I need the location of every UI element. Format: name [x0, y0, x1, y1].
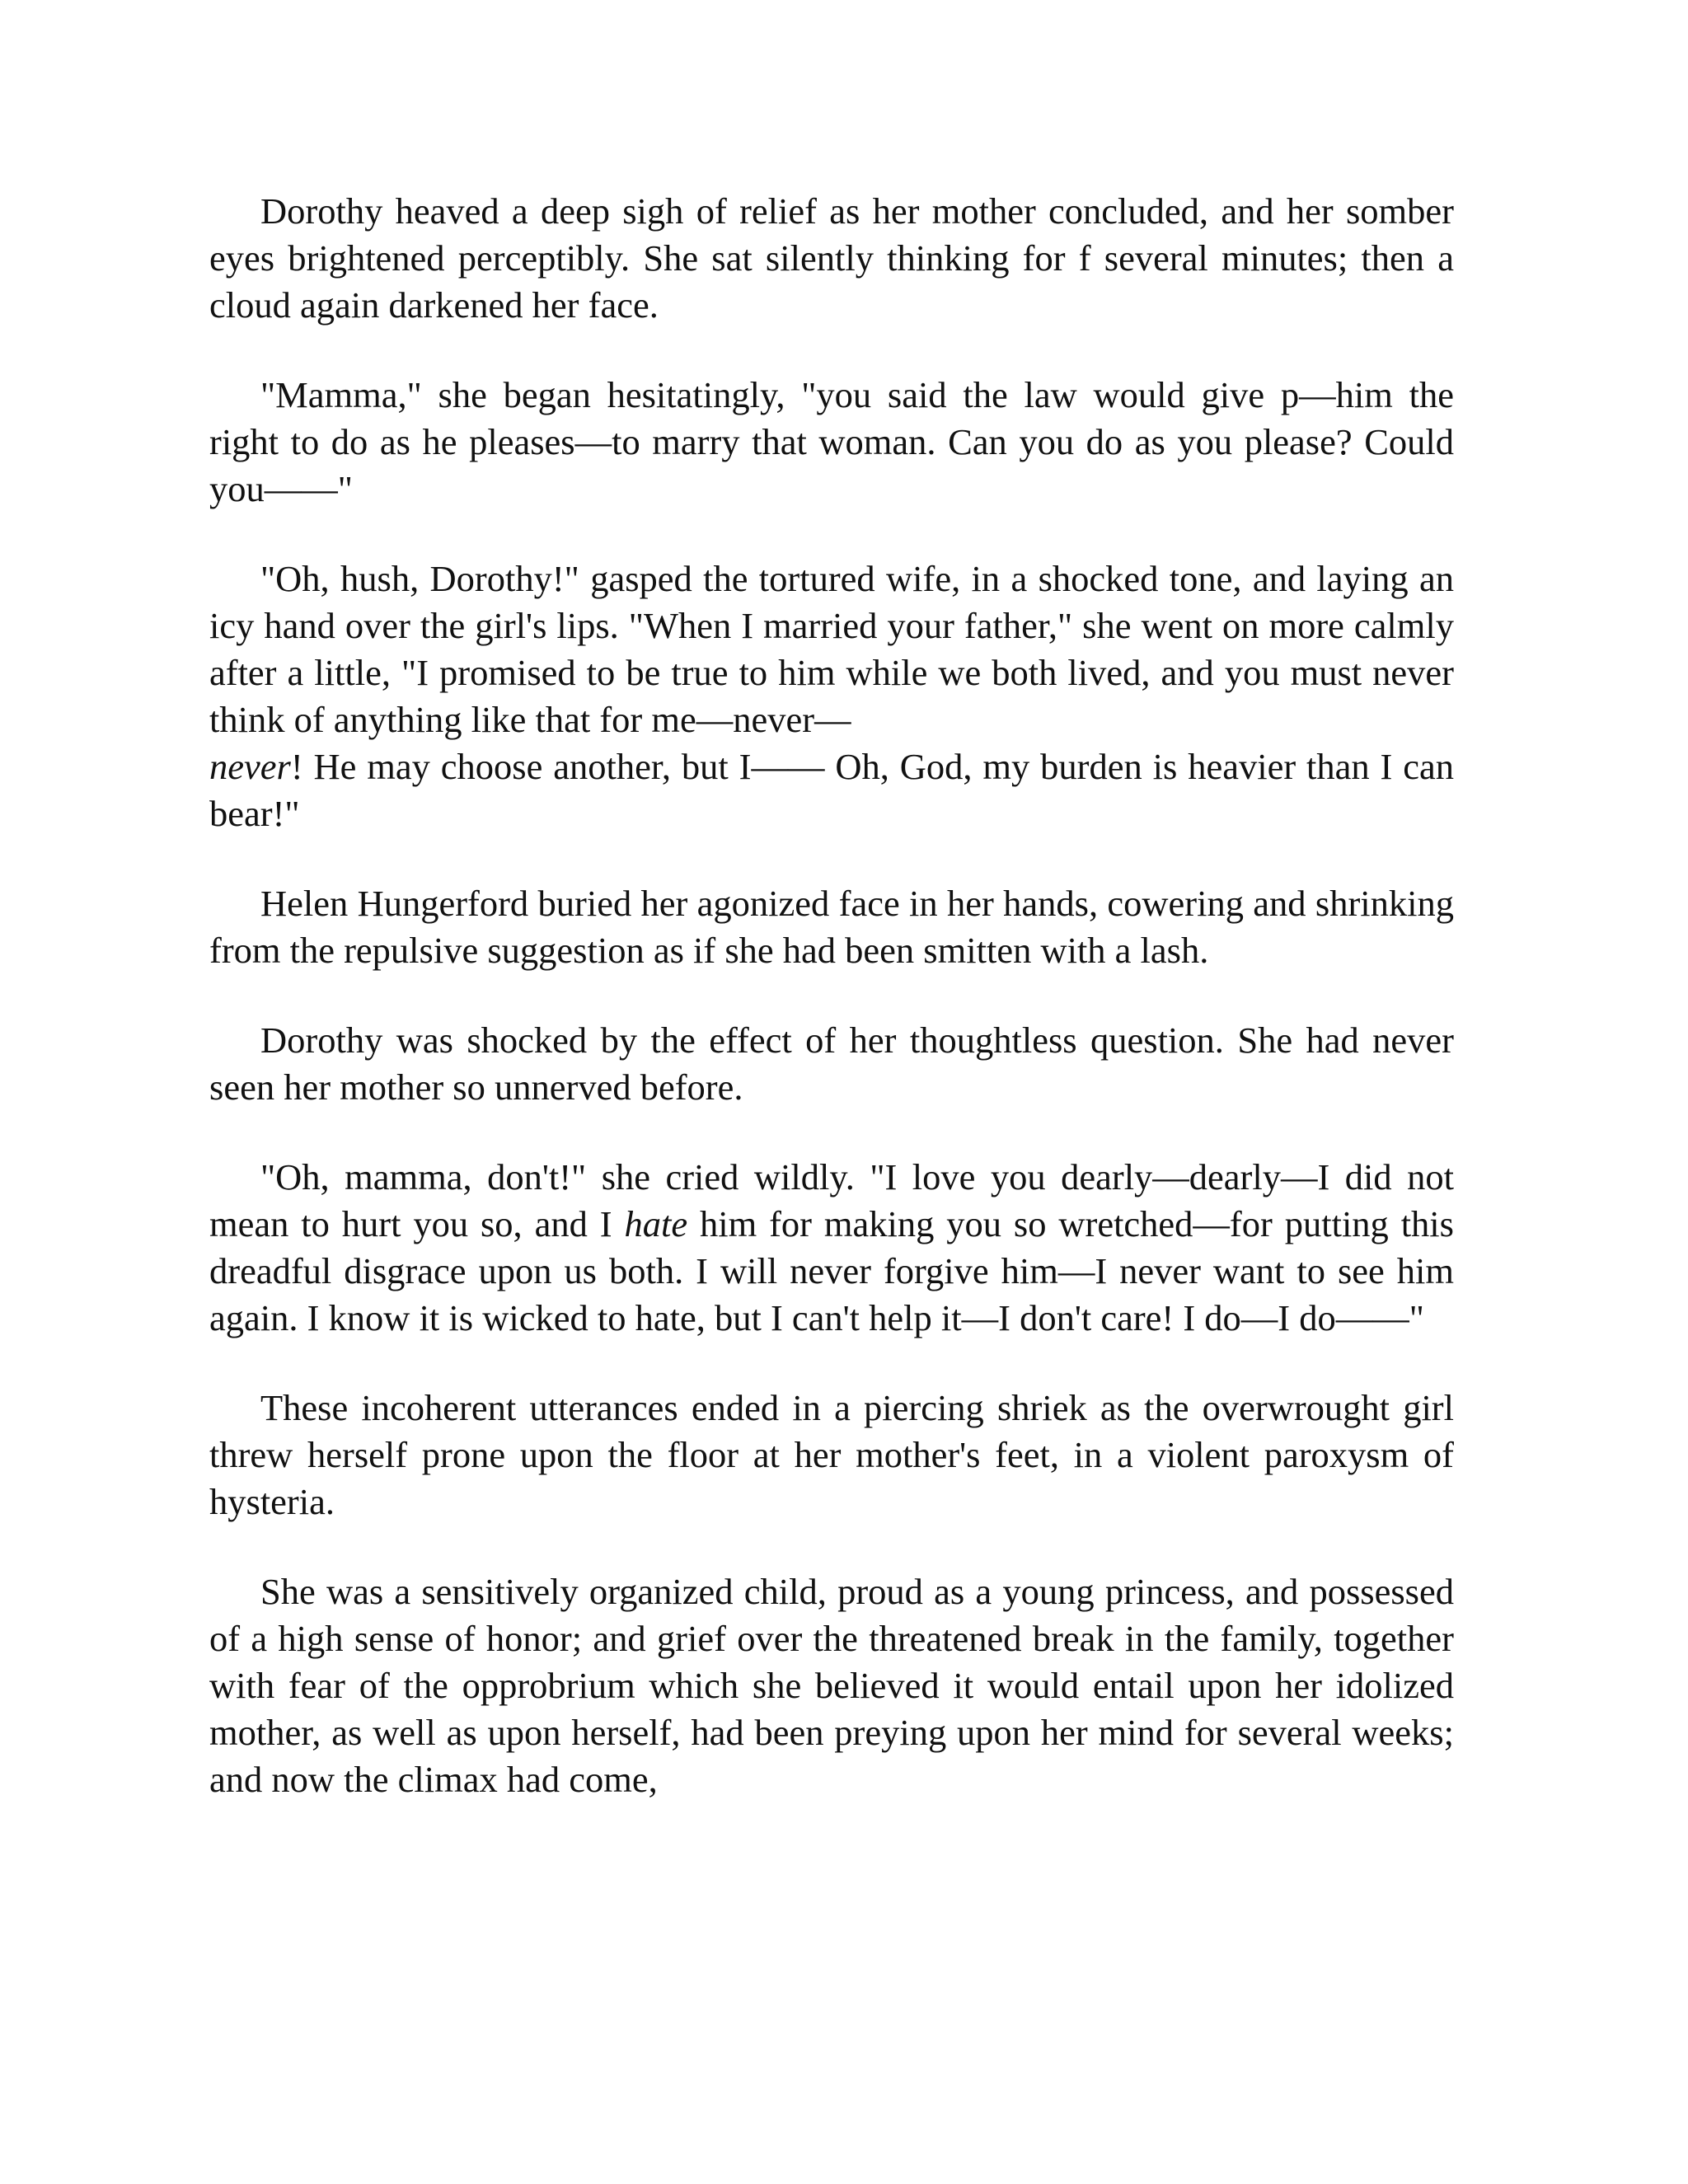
paragraph-1-text: Dorothy heaved a deep sigh of relief as her mother concluded, and her somber eyes brightened perceptibly. She sat silently thinking for f several minutes; then a cloud again darkened her face.: [209, 190, 1454, 326]
paragraph-4: [209, 880, 1454, 974]
paragraph-3-emphasis: never: [209, 746, 291, 787]
paragraph-7: [209, 1385, 1454, 1526]
paragraph-6-emphasis: hate: [624, 1203, 688, 1244]
paragraph-5-text: Dorothy was shocked by the effect of her thoughtless question. She had never seen her mother so unnerved before.: [209, 1019, 1454, 1108]
paragraph-6-text-b: him for making you so wretched—for putting this dreadful disgrace upon us both. I will never forgive him—I never want to see him again. I know it is wicked to hate, but I can't help it—I don't care! I do—I do——": [209, 1203, 1454, 1338]
paragraph-7-text: These incoherent utterances ended in a piercing shriek as the overwrought girl threw herself prone upon the floor at her mother's feet, in a violent paroxysm of hysteria.: [209, 1387, 1454, 1522]
paragraph-6: [209, 1154, 1454, 1342]
paragraph-6-text-a: "Oh, mamma, don't!" she cried wildly. "I love you dearly—dearly—I did not mean to hurt you so, and I: [209, 1156, 1454, 1244]
paragraph-5: [209, 1017, 1454, 1111]
body-text: [209, 188, 1454, 1803]
paragraph-2-text: "Mamma," she began hesitatingly, "you said the law would give p—him the right to do as he pleases—to marry that woman. Can you do as you please? Could you——": [209, 374, 1454, 509]
paragraph-3: [209, 555, 1454, 837]
paragraph-4-text: Helen Hungerford buried her agonized face in her hands, cowering and shrinking from the repulsive suggestion as if she had been smitten with a lash.: [209, 883, 1454, 971]
paragraph-2: [209, 372, 1454, 513]
paragraph-8-text: She was a sensitively organized child, proud as a young princess, and possessed of a high sense of honor; and grief over the threatened break in the family, together with fear of the opprobrium which she believed it would entail upon her idolized mother, as well as upon herself, had been preying upon her mind for several weeks; and now the climax had come,: [209, 1571, 1454, 1800]
paragraph-3-text-b: ! He may choose another, but I—— Oh, God, my burden is heavier than I can bear!": [209, 746, 1454, 834]
paragraph-1: [209, 188, 1454, 329]
paragraph-3-text-a: "Oh, hush, Dorothy!" gasped the tortured wife, in a shocked tone, and laying an icy hand over the girl's lips. "When I married your father," she went on more calmly after a little, "I promised to be true to him while we both lived, and you must never think of anything like that for me—never—: [209, 558, 1454, 740]
paragraph-8: [209, 1568, 1454, 1803]
